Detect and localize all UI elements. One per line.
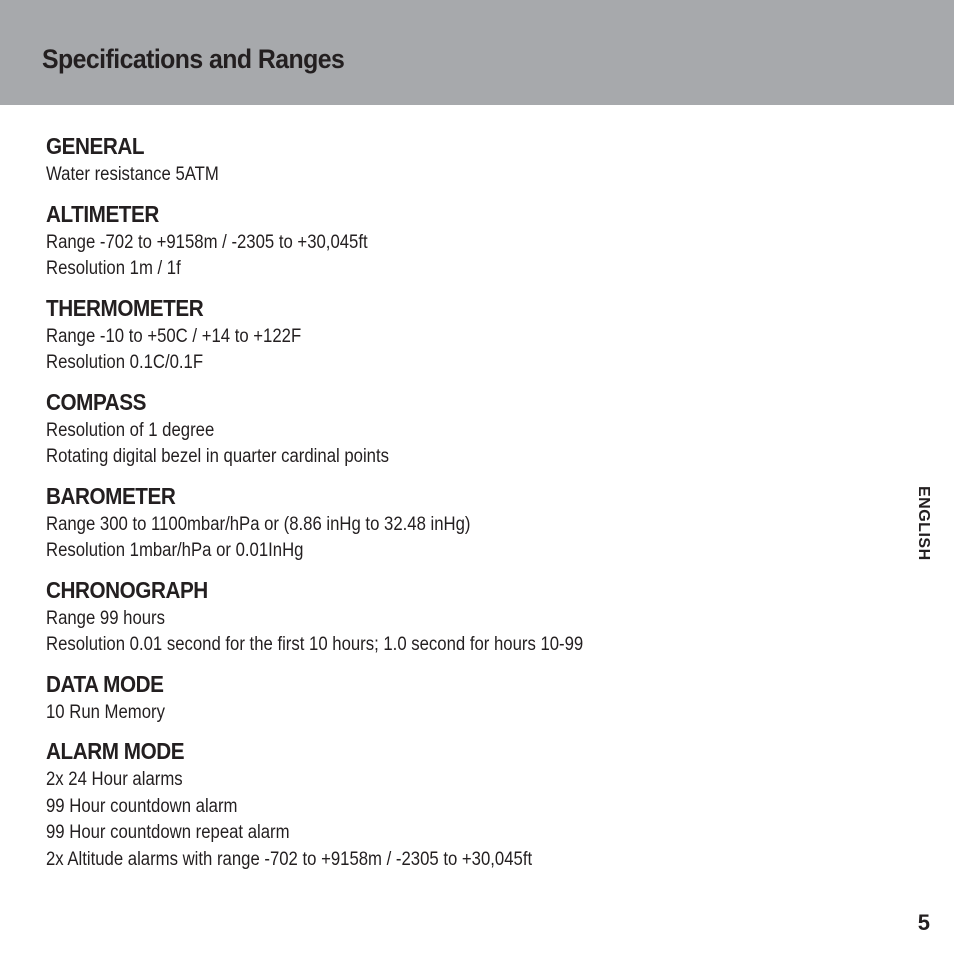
- section-altimeter: [46, 198, 866, 283]
- section-compass: [46, 386, 866, 471]
- page-number: 5: [917, 910, 930, 935]
- spec-line: Range -10 to +50C / +14 to +122F: [46, 325, 302, 347]
- spec-line: Resolution 0.01 second for the first 10 hours; 1.0 second for hours 10-99: [46, 634, 584, 655]
- spec-line: Resolution 1mbar/hPa or 0.01InHg: [46, 540, 304, 561]
- section-chronograph: [46, 574, 866, 659]
- spec-line: Resolution of 1 degree: [46, 419, 215, 441]
- spec-line: 99 Hour countdown alarm: [46, 795, 238, 817]
- section-heading: ALARM MODE: [46, 738, 185, 764]
- spec-line: 10 Run Memory: [46, 701, 165, 723]
- section-heading: GENERAL: [46, 133, 145, 159]
- spec-line: Water resistance 5ATM: [46, 164, 219, 185]
- section-data-mode: [46, 668, 866, 727]
- spec-line: 2x 24 Hour alarms: [46, 769, 183, 790]
- spec-line: Range 99 hours: [46, 607, 165, 629]
- section-heading: BAROMETER: [46, 482, 176, 509]
- spec-line: Range 300 to 1100mbar/hPa or (8.86 inHg to 32.48 inHg): [46, 513, 471, 535]
- section-heading: DATA MODE: [46, 670, 164, 697]
- section-heading: ALTIMETER: [46, 200, 159, 227]
- section-alarm-mode: [46, 735, 866, 873]
- section-barometer: [46, 480, 866, 565]
- section-general: [46, 130, 866, 189]
- section-heading: COMPASS: [46, 388, 146, 415]
- spec-line: 99 Hour countdown repeat alarm: [46, 822, 290, 843]
- spec-content: [46, 130, 866, 882]
- header-band: [0, 0, 954, 105]
- section-thermometer: [46, 292, 866, 377]
- language-tab-label: ENGLISH: [915, 486, 932, 561]
- section-heading: THERMOMETER: [46, 294, 204, 321]
- spec-line: Resolution 1m / 1f: [46, 258, 181, 279]
- spec-line: 2x Altitude alarms with range -702 to +9158m / -2305 to +30,045ft: [46, 848, 533, 870]
- spec-line: Resolution 0.1C/0.1F: [46, 352, 204, 373]
- page-title: Specifications and Ranges: [42, 44, 345, 74]
- spec-line: Range -702 to +9158m / -2305 to +30,045ft: [46, 231, 368, 253]
- section-heading: CHRONOGRAPH: [46, 576, 208, 603]
- spec-line: Rotating digital bezel in quarter cardinal points: [46, 446, 389, 467]
